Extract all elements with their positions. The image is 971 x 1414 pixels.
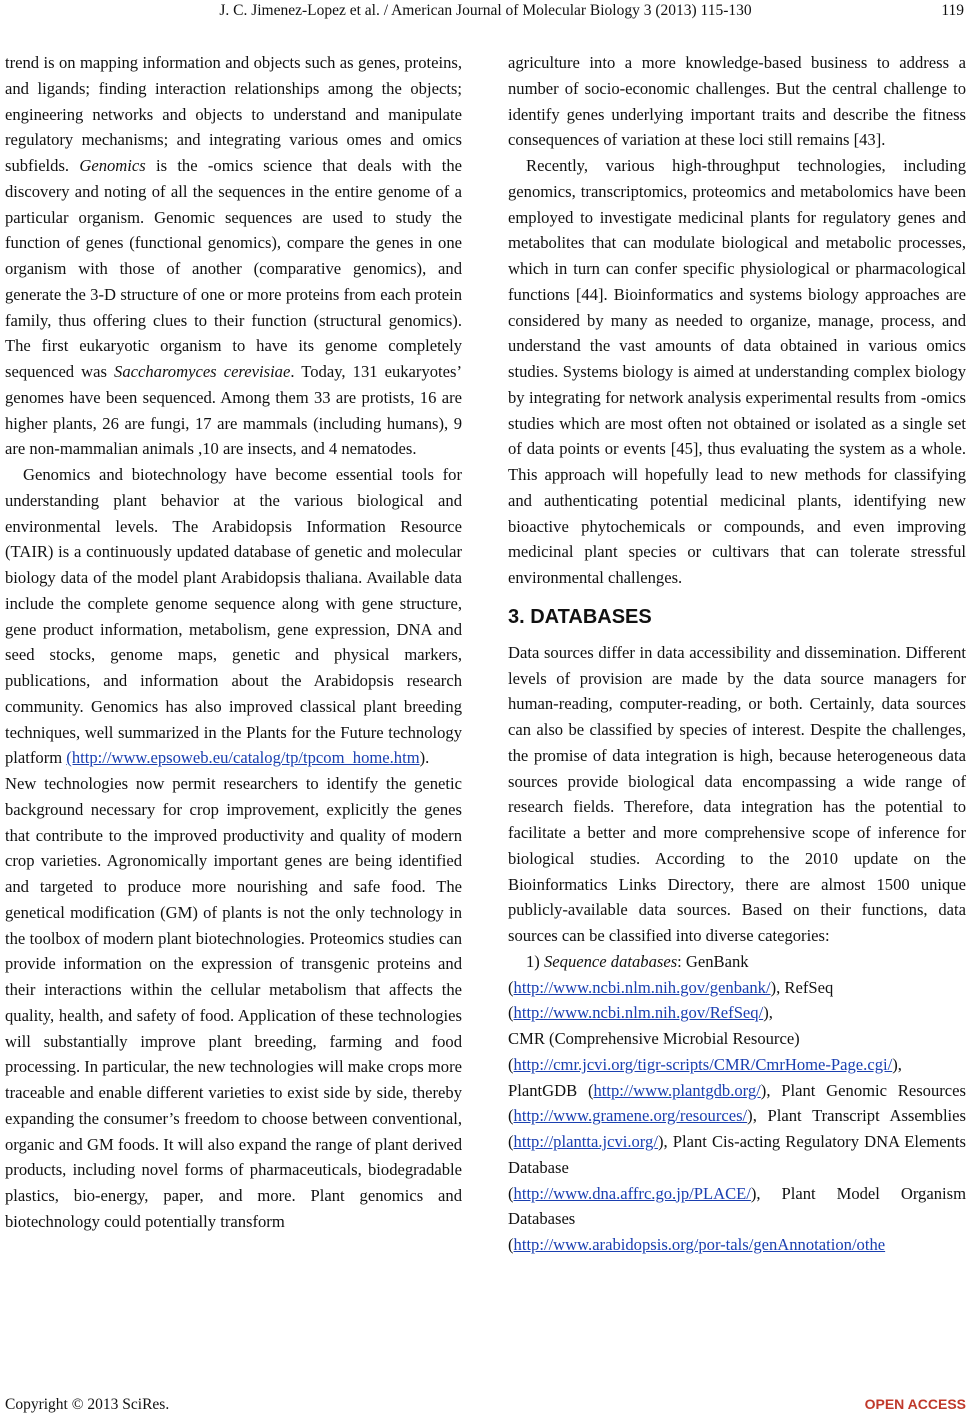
paragraph: New technologies now permit researchers to identify the genetic background necessary for crop improvement, explicitly the genes that contribute to the improved productivity and quality of modern crop varieties. Agronomically important genes are being identified and targeted to produce more nourishing and safe food. The genetical modification (GM) of plants is not the only technology in the toolbox of modern plant biotechnologies. Proteomics studies can provide information on the expression of transgenic proteins and their interactions within the cellular metabolism that affects the quality, health, and safety of food. Application of these technologies will substantially improve plant breeding, farming and food processing. In particular, the new technologies will make crops more traceable and enable different varieties to exist side by side, thereby expanding the consumer’s freedom to choose between conventional, organic and GM foods. It will also expand the range of plant derived products, including novel forms of pharmaceuticals, biodegradable plastics, bio-energy, paper, and more. Plant genomics and biotechnology could potentially transform	[5, 774, 462, 1231]
species-name: Saccharomyces cerevisiae	[114, 362, 291, 381]
paragraph: (http://www.ncbi.nlm.nih.gov/genbank/), RefSeq	[508, 977, 834, 997]
hyperlink[interactable]: http://www.ncbi.nlm.nih.gov/RefSeq/	[513, 1003, 764, 1023]
left-column	[5, 50, 462, 1235]
paragraph: agriculture into a more knowledge-based business to address a number of socio-economic challenges. But the central challenge to identify genes underlying important traits and describe the fitness consequences of variation at these loci still remains [43].	[508, 53, 966, 150]
list-item: 1) Sequence databases: GenBank	[526, 951, 749, 971]
journal-citation: J. C. Jimenez-Lopez et al. / American Journal of Molecular Biology 3 (2013) 115-130	[219, 2, 752, 19]
hyperlink[interactable]: http://www.dna.affrc.go.jp/PLACE/	[513, 1183, 751, 1203]
paragraph: Genomics and biotechnology have become essential tools for understanding plant behavior at the various biological and environmental levels. The Arabidopsis Information Resource (TAIR) is a continuously updated database of genetic and molecular biology data of the model plant Arabidopsis thaliana. Available data include the complete genome sequence along with gene structure, gene product information, metabolism, gene expression, DNA and seed stocks, genome maps, genetic and physical markers, publications, and information about the Arabidopsis research community. Genomics has also improved classical plant breeding techniques, well summarized in the Plants for the Future technology platform (http://www.epsoweb.eu/catalog/tp/tpcom_home.htm).	[5, 465, 462, 768]
emphasis: Genomics	[79, 156, 146, 175]
hyperlink[interactable]: http://cmr.jcvi.org/tigr-scripts/CMR/CmrHome-Page.cgi/	[513, 1054, 893, 1074]
paragraph: (http://www.ncbi.nlm.nih.gov/RefSeq/),	[508, 1003, 773, 1023]
running-header	[0, 2, 971, 20]
paragraph: CMR (Comprehensive Microbial Resource)	[508, 1029, 800, 1048]
hyperlink[interactable]: http://www.gramene.org/resources/	[513, 1106, 748, 1126]
paragraph: (http://www.dna.affrc.go.jp/PLACE/), Plant Model Organism Databases	[508, 1183, 966, 1229]
hyperlink[interactable]: http://www.plantgdb.org/	[593, 1080, 761, 1100]
hyperlink[interactable]: http://www.arabidopsis.org/por-tals/genAnnotation/othe	[513, 1235, 886, 1254]
hyperlink[interactable]: http://plantta.jcvi.org/	[513, 1132, 658, 1151]
hyperlink[interactable]: http://www.ncbi.nlm.nih.gov/genbank/	[513, 977, 771, 997]
paragraph: Recently, various high-throughput technologies, including genomics, transcriptomics, proteomics and metabolomics have been employed to investigate medicinal plants for regulatory genes and metabolites that can modulate biological and metabolic processes, which in turn can confer specific physiological or pharmacological functions [44]. Bioinformatics and systems biology approaches are considered by many as needed to organize, manage, process, and understand the vast amounts of data obtained in various omics studies. Systems biology is aimed at understanding complex biology by integrating for network analysis experimental results from -omics studies which are most often not obtained or isolated as a single set of data points or events [45], thus evaluating the system as a whole. This approach will hopefully lead to new methods for classifying and authenticating potential medicinal plants, identifying new bioactive phytochemicals or compounds, and even improving medicinal plant species or cultivars that can tolerate stressful environmental challenges.	[508, 156, 966, 587]
paragraph: trend is on mapping information and objects such as genes, proteins, and ligands; finding interaction relationships among the objects; engineering networks and objects to understand and manipulate regulatory mechanisms; and integrating various omes and omics subfields. Genomics is the -omics science that deals with the discovery and noting of all the sequences in the entire genome of a particular organism. Genomic sequences are used to study the function of genes (functional genomics), compare the genes in one organism with those of another (comparative genomics), and generate the 3-D structure of one or more proteins from each protein family, thus offering clues to their function (structural genomics). The first eukaryotic organism to have its genome completely sequenced was Saccharomyces cerevisiae. Today, 131 eukaryotes’ genomes have been sequenced. Among them 33 are protists, 16 are higher plants, 26 are fungi, 17 are mammals (including humans), 9 are non-mammalian animals ,10 are insects, and 4 nematodes.	[5, 53, 462, 459]
copyright: Copyright © 2013 SciRes.	[5, 1396, 170, 1413]
hyperlink[interactable]: (http://www.epsoweb.eu/catalog/tp/tpcom_home.htm	[66, 748, 420, 768]
section-heading: 3. DATABASES	[508, 605, 652, 628]
paragraph: (http://cmr.jcvi.org/tigr-scripts/CMR/CmrHome-Page.cgi/), PlantGDB (http://www.plantgdb.org/), Plant Genomic Resources (http://www.gramene.org/resources/), Plant Transcript Assemblies (http://plantta.jcvi.org/), Plant Cis-acting Regulatory DNA Elements Database	[508, 1054, 966, 1177]
paragraph: Data sources differ in data accessibility and dissemination. Different levels of provision are made by the data source managers for human-reading, computer-reading, or both. Certainly, data sources can also be classified by species of interest. Despite the challenges, the promise of data integration is high, because heterogeneous data sources provide biological data encompassing a wide range of research fields. Therefore, data integration has the potential to facilitate a better and more comprehensive scope of inference for biological studies. According to the 2010 update on the Bioinformatics Links Directory, there are almost 1500 unique publicly-available data sources. Based on their functions, data sources can be classified into diverse categories:	[508, 642, 966, 945]
open-access-label: OPEN ACCESS	[864, 1396, 966, 1412]
emphasis: Sequence databases	[543, 951, 678, 971]
right-column	[508, 50, 966, 1258]
page-number: 119	[941, 2, 964, 19]
paragraph: (http://www.arabidopsis.org/por-tals/genAnnotation/othe	[508, 1235, 886, 1254]
